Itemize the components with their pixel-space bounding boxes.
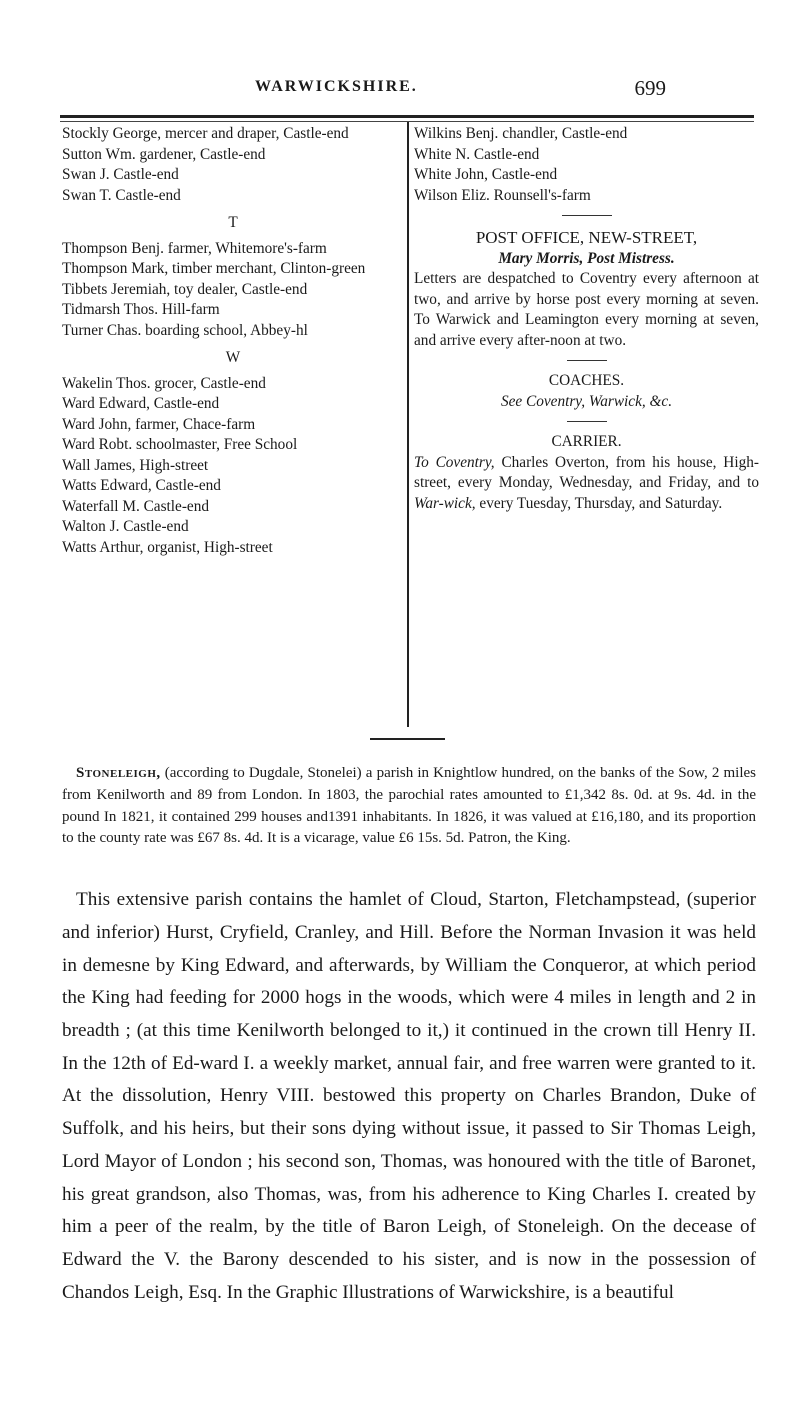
directory-entry: White N. Castle-end [414,145,540,163]
post-mistress: Mary Morris, Post Mistress. [498,249,675,267]
directory-entry: Thompson Mark, timber merchant, Clinton-green [62,260,366,277]
section-rule-center [370,738,445,740]
page-number: 699 [634,76,666,100]
directory-entry: Swan J. Castle-end [62,166,179,183]
carrier-place-2: War-wick, [414,494,476,512]
header-rule [60,115,754,118]
directory-entry: Tibbets Jeremiah, toy dealer, Castle-end [62,280,308,298]
main-paragraph: This extensive parish contains the hamlet of Cloud, Starton, Fletchampstead, (superior and inferior) Hurst, Cryfield, Cranley, and Hill. Before the Norman Invasion it was held in demesne by King Edward, and afterwards, by William the Conqueror, at which period the King had feeding for 2000 hogs in the woods, which were 4 miles in length and 2 in breadth ; (at this time Kenilworth belonged to it,) it continued in the crown till Henry II. In the 12th of Ed-ward I. a weekly market, annual fair, and free warren were granted to it. At the dissolution, Henry VIII. bestowed this property on Charles Brandon, Duke of Suffolk, and his heirs, but their sons dying without issue, it passed to Sir Thomas Leigh, Lord Mayor of London ; his second son, Thomas, was honoured with the title of Baronet, his great grandson, also Thomas, was, from his adherence to King Charles I. created by him a peer of the realm, by the title of Baron Leigh, of Stoneleigh. On the decease of Edward the V. the Barony descended to his sister, and is now in the possession of Chandos Leigh, Esq. In the Graphic Illustrations of Warwickshire, is a beautiful [62,889,756,1303]
carrier-title: CARRIER. [551,433,622,450]
carrier-text-2: every Tuesday, Thursday, and Saturday. [475,494,723,512]
section-rule [567,360,607,361]
directory-entry: Stockly George, mercer and draper, Castle-end [62,125,349,142]
post-office-title: POST OFFICE, NEW-STREET, [475,228,698,247]
directory-entry: Swan T. Castle-end [62,186,181,204]
directory-entry: Ward Edward, Castle-end [62,395,220,412]
directory-entry: Sutton Wm. gardener, Castle-end [62,145,266,163]
carrier-text [414,453,759,515]
stoneleigh-heading: Stoneleigh, [76,765,161,781]
carrier-text-1: Charles Overton, from his house, High-street, every Monday, Wednesday, and Friday, and to [414,453,759,491]
letter-heading-w: W [225,349,241,366]
stoneleigh-entry [62,763,756,850]
post-office-text: Letters are despatched to Coventry every afternoon at two, and arrive by horse post every morning at seven. To Warwick and Leamington every morning at seven, and arrive every after-noon at two. [414,270,759,349]
directory-entry: Wakelin Thos. grocer, Castle-end [62,374,266,392]
directory-entry: Watts Edward, Castle-end [62,477,221,494]
directory-entry: White John, Castle-end [414,166,558,183]
coaches-title: COACHES. [548,372,625,389]
stoneleigh-text: (according to Dugdale, Stonelei) a parish in Knightlow hundred, on the banks of the Sow, 2 miles from Kenilworth and 89 from London. In 1803, the parochial rates amounted to £1,342 8s. 0d. at 9s. 4d. in the pound In 1821, it contained 299 houses and1391 inhabitants. In 1826, it was valued at £16,180, and its proportion to the county rate was £67 8s. 4d. It is a vicarage, value £6 15s. 5d. Patron, the King. [62,765,756,847]
section-rule [562,215,612,216]
directory-entry: Wilson Eliz. Rounsell's-farm [414,186,591,204]
directory-entry: Walton J. Castle-end [62,518,189,535]
directory-entry: Ward John, farmer, Chace-farm [62,415,256,433]
coaches-see-text: Coventry, Warwick, &c. [526,392,673,410]
carrier-place-1: To Coventry, [414,453,495,471]
directory-entry: Waterfall M. Castle-end [62,497,210,515]
directory-entry: Turner Chas. boarding school, Abbey-hl [62,321,308,339]
section-rule [567,421,607,422]
running-header [0,78,801,106]
right-column [414,124,759,514]
coaches-see-prefix: See [500,392,527,410]
column-divider [407,122,409,727]
directory-entry: Wilkins Benj. chandler, Castle-end [414,125,628,142]
directory-entry: Ward Robt. schoolmaster, Free School [62,436,298,453]
header-title: WARWICKSHIRE. [255,78,418,95]
directory-entry: Tidmarsh Thos. Hill-farm [62,301,220,318]
directory-entry: Wall James, High-street [62,456,209,474]
left-column [62,124,404,558]
directory-entry: Watts Arthur, organist, High-street [62,538,273,556]
directory-entry: Thompson Benj. farmer, Whitemore's-farm [62,239,327,257]
letter-heading-t: T [228,214,238,231]
coaches-see [414,392,759,413]
